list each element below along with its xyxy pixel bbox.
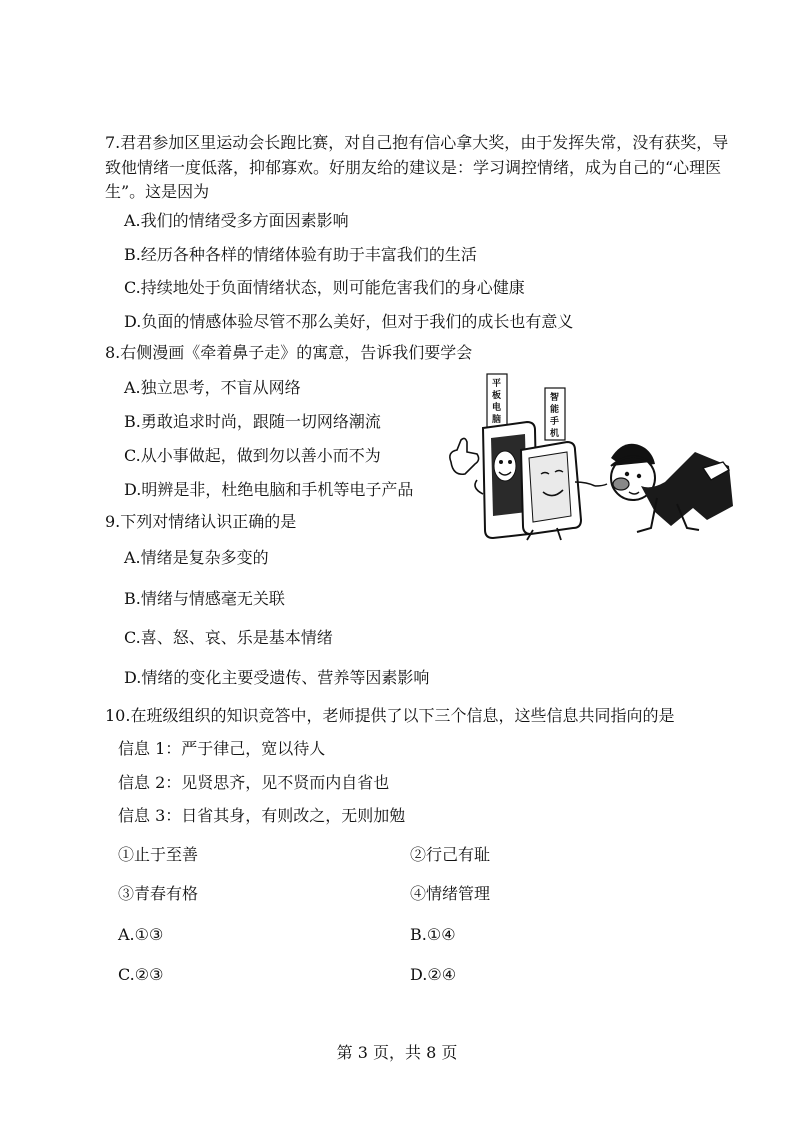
q10-item-1: ①止于至善 xyxy=(118,845,199,864)
q10-info-2: 信息 2：见贤思齐，见不贤而内自省也 xyxy=(118,773,390,792)
q7-option-a: A.我们的情绪受多方面因素影响 xyxy=(124,211,349,230)
q9-option-a: A.情绪是复杂多变的 xyxy=(124,548,269,567)
q7-option-d: D.负面的情感体验尽管不那么美好，但对于我们的成长也有意义 xyxy=(124,312,574,331)
q8-stem: 8.右侧漫画《牵着鼻子走》的寓意，告诉我们要学会 xyxy=(105,343,473,362)
q10-item-4: ④情绪管理 xyxy=(410,884,491,903)
thumbs-up-hand xyxy=(450,438,479,474)
tablet-label-char-2: 板 xyxy=(492,391,502,401)
q9-option-d: D.情绪的变化主要受遗传、营养等因素影响 xyxy=(124,668,430,687)
q10-info-3: 信息 3：日省其身，有则改之，无则加勉 xyxy=(118,806,406,825)
q10-stem: 10.在班级组织的知识竞答中，老师提供了以下三个信息，这些信息共同指向的是 xyxy=(105,706,675,725)
tablet-label-char-4: 脑 xyxy=(492,415,502,425)
tablet-label xyxy=(487,374,507,428)
q10-option-c: C.②③ xyxy=(118,965,164,984)
q10-option-b: B.①④ xyxy=(410,925,456,944)
phone-label-char-2: 能 xyxy=(550,405,560,415)
q8-option-b: B.勇敢追求时尚，跟随一切网络潮流 xyxy=(124,412,381,431)
phone-label-char-1: 智 xyxy=(550,393,560,403)
phone-label-char-4: 机 xyxy=(550,429,560,439)
led-man xyxy=(611,444,733,532)
q8-option-a: A.独立思考，不盲从网络 xyxy=(124,378,301,397)
q9-stem: 9.下列对情绪认识正确的是 xyxy=(105,512,297,531)
phone-character xyxy=(521,442,595,540)
q7-stem-line2: 致他情绪一度低落，抑郁寡欢。好朋友给的建议是：学习调控情绪，成为自己的“心理医 xyxy=(105,158,722,177)
q10-item-3: ③青春有格 xyxy=(118,884,199,903)
q7-stem-line1: 7.君君参加区里运动会长跑比赛，对自己抱有信心拿大奖，由于发挥失常，没有获奖，导 xyxy=(105,133,729,152)
q7-stem-line3: 生”。这是因为 xyxy=(105,182,210,201)
leash-line xyxy=(595,484,607,486)
q7-option-b: B.经历各种各样的情绪体验有助于丰富我们的生活 xyxy=(124,245,477,264)
tablet-label-char-1: 平 xyxy=(492,379,502,389)
q10-option-d: D.②④ xyxy=(410,965,457,984)
tablet-label-char-3: 电 xyxy=(492,403,502,413)
phone-label-char-3: 手 xyxy=(550,417,560,427)
led-by-nose-cartoon xyxy=(445,370,735,542)
q10-info-1: 信息 1：严于律己，宽以待人 xyxy=(118,739,326,758)
q10-item-2: ②行己有耻 xyxy=(410,845,491,864)
q10-option-a: A.①③ xyxy=(118,925,164,944)
q7-option-c: C.持续地处于负面情绪状态，则可能危害我们的身心健康 xyxy=(124,278,525,297)
page-number-footer: 第 3 页，共 8 页 xyxy=(336,1043,458,1062)
q8-option-d: D.明辨是非，杜绝电脑和手机等电子产品 xyxy=(124,480,414,499)
q8-option-c: C.从小事做起，做到勿以善小而不为 xyxy=(124,446,381,465)
q9-option-b: B.情绪与情感毫无关联 xyxy=(124,589,285,608)
phone-label xyxy=(545,388,565,440)
q9-option-c: C.喜、怒、哀、乐是基本情绪 xyxy=(124,628,333,647)
